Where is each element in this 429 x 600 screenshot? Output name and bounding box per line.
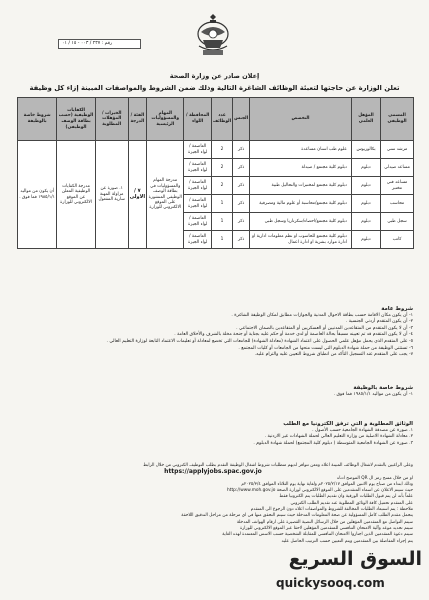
table-header-row bbox=[18, 98, 414, 141]
cell-governorate: العاصمة / لواء الجيزة bbox=[184, 213, 212, 231]
cell-title: كاتب bbox=[381, 231, 414, 249]
watermark-url: quickysooq.com bbox=[276, 576, 385, 590]
announcement-title: إعلان صادر عن وزارة الصحة bbox=[169, 72, 260, 80]
note-line: على المتقدم تحميل كافة الوثائق المطلوبة عند تقديم الطلب الكتروني bbox=[290, 500, 413, 506]
cell-degree: بكالوريوس bbox=[351, 141, 380, 159]
condition-item: ٧- يجب على المتقدم عند التسجيل التأكد من انطباق شروط التعيين عليه والتزام عليه. bbox=[254, 352, 413, 358]
col-header-degree: المؤهل العلمي bbox=[351, 98, 380, 141]
cell-governorate: العاصمة / لواء الجيزة bbox=[184, 195, 212, 213]
documents-heading: الوثائق المطلوبة و التي ترفق الكترونيا مع الطلب bbox=[283, 421, 413, 427]
reference-number: رقم : ٢٣٧ / ٠٠٣ - ١٥ / ٠١ bbox=[58, 39, 141, 49]
cell-specialization: دبلوم كلية مجتمع/احصاء/سكرتاريا وسجل طبي bbox=[250, 213, 352, 231]
cell-title: مرشد سني bbox=[381, 141, 414, 159]
cell-degree: دبلوم bbox=[351, 231, 380, 249]
cell-degree: دبلوم bbox=[351, 213, 380, 231]
notes-section bbox=[13, 463, 413, 545]
cell-special-conditions: أن يكون من مواليد ١٩٨٥/١/١ فما فوق . bbox=[18, 141, 57, 249]
col-header-governorate: المحافظة / اللواء bbox=[184, 98, 212, 141]
document-item: ٣. صورة عن الشهادة الجامعية المتوسطة ( دبلوم كلية المجتمع) لحملة شهادة الدبلوم . bbox=[253, 440, 413, 446]
note-line: يتحمل مقدم الطلب كامل المسؤولية عن صحة المعلومات المدخلة حيث سيتم التحقق منها في اي مرحلة من مراحل التدقيق اللاحقة bbox=[181, 513, 413, 519]
col-header-specialization: التخصص bbox=[250, 98, 352, 141]
cell-specialization: دبلوم كلية مجتمع للحاسوب او نظم معلومات ادارية او ادارة موارد بشرية او ادارة اعمال bbox=[250, 231, 352, 249]
cell-title: مساعد صيدلي bbox=[381, 159, 414, 177]
cell-specialization: علوم طب اسنان مساعدة bbox=[250, 141, 352, 159]
general-conditions-heading: شروط عامة bbox=[381, 306, 413, 312]
cell-governorate: العاصمة / لواء الجيزة bbox=[184, 141, 212, 159]
col-header-special-conditions: شروط خاصة بالوظيفة bbox=[18, 98, 57, 141]
condition-item: ٥- على المتقدم الذي يحمل مؤهل علمي الحصول على اعتماد الشهادة (معادلة الشهادة) للجامعات التي تخضع لمعادلة أو تعليمات الاعتماد التابعة لوزارة التعليم العالي . bbox=[106, 338, 413, 344]
special-condition-item: ١- أن يكون من مواليد ١٩٨٥/١/١ فما فوق . bbox=[333, 391, 413, 397]
col-header-count: عدد الوظائف bbox=[211, 98, 232, 141]
cell-experience: ١. صورة عن مزاولة المهنة سارية المفعول bbox=[95, 141, 128, 249]
note-line: سيتم دعوة المتقدمين الذين اجتازوا الامتحان التنافسي للمقابلة الشخصية حسب الاسس المعتمدة لهذه الغاية bbox=[222, 532, 413, 538]
cell-gender: ذكر bbox=[233, 159, 250, 177]
cell-gender: ذكر bbox=[233, 195, 250, 213]
document-item: ٢. معادلة الشهادة الاصلية من وزارة التعليم العالي لحملة الشهادات غير الاردنية . bbox=[264, 434, 413, 440]
cell-degree: دبلوم bbox=[351, 177, 380, 195]
watermark-arabic-text: السوق السريع bbox=[288, 548, 422, 570]
cell-specialization: دبلوم كلية مجتمع / صيدلة bbox=[250, 159, 352, 177]
condition-item: ٣- أن لا يكون المتقدم من المتقاعدين المدنيين أو العسكريين أو المتقاعدين بالضمان الاجتماعي . bbox=[236, 325, 413, 331]
announcement-subtitle: تعلن الوزارة عن حاجتها لتعبئة الوظائف الشاغرة التالية وذلك ضمن الشروط والمواصفات المبينة إزاء كل وظيفة bbox=[29, 84, 400, 92]
cell-count: 2 bbox=[211, 159, 232, 177]
note-line: يتم إجراء المفاضلة بين المتقدمين ويتم التعيين حسب الترتيب الحاصل عليه bbox=[281, 538, 413, 544]
cell-governorate: العاصمة / لواء الجيزة bbox=[184, 177, 212, 195]
cell-specialization: دبلوم كلية مجتمع لمختبرات والتحاليل طبية bbox=[250, 177, 352, 195]
document-item: ١. صورة عن مصدقة الشهادة الجامعية حسب الأصول . bbox=[312, 427, 413, 433]
cell-count: 1 bbox=[211, 213, 232, 231]
condition-item: ٤- أن لا يكون المتقدم قد تم تعيينه مسبقاً بحالة العاصمة أو لدي خدمة أو حكم عليه بجناية أو جنحة مخلة بالشرف والأخلاق العامة . bbox=[174, 332, 413, 338]
cell-title: مساعد فني مختبر bbox=[381, 177, 414, 195]
cell-governorate: العاصمة / لواء الجيزة bbox=[184, 231, 212, 249]
condition-item: ١- أن يكون مكان الاقامة حسب بطاقة الاحوال المدنية والجوازات مطابق لمكان الوظيفة الشاغرة . bbox=[231, 312, 413, 318]
note-line: او من خلال مسح رمز ال QR الموضح ادناه bbox=[337, 475, 413, 481]
condition-item: ٢- أن يكون المتقدم أردني الجنسية . bbox=[345, 319, 413, 325]
apply-link[interactable]: https://applyjobs.spac.gov.jo bbox=[164, 468, 262, 476]
cell-title: سجل طبي bbox=[381, 213, 414, 231]
cell-competencies: مدرجة الكفايات الوظيفية المعلن عن الموقع الالكتروني للوزارة bbox=[57, 141, 95, 249]
col-header-duties: المهام والمسؤوليات الرئيسية bbox=[147, 98, 184, 141]
cell-degree: دبلوم bbox=[351, 195, 380, 213]
condition-item: ٦- تستثني الوظيفة من حملة شهادة الدبلوم التي ليست منحها من الجامعات أو كليات المجتمع . bbox=[238, 345, 413, 351]
cell-specialization: دبلوم كلية مجتمع/محاسبة أو علوم مالية ومصرفية bbox=[250, 195, 352, 213]
cell-count: 1 bbox=[211, 195, 232, 213]
cell-gender: ذكر bbox=[233, 231, 250, 249]
col-header-competencies: الكفايات الوظيفية (حسب بطاقة الوصف الوظيفي) bbox=[57, 98, 95, 141]
site-watermark bbox=[262, 548, 422, 596]
note-line: ملاحظة : يتم استبعاد الطلبات المخالفة للشروط والمواصفات اعلاه دون الرجوع الى المتقدم bbox=[250, 507, 413, 513]
cell-count: 2 bbox=[211, 141, 232, 159]
note-line: وذلك ابتداء من صباح يوم الاثنين الموافق ٢٠٢٥/٢/١٧م ولغاية نهاية يوم الثلاثاء الموافق ٢٠٢٥/٣/٤م bbox=[241, 481, 413, 487]
cell-count: 1 bbox=[211, 231, 232, 249]
col-header-grade: الفئة / الدرجة bbox=[128, 98, 146, 141]
jobs-table bbox=[17, 97, 414, 249]
jordan-coat-of-arms-logo bbox=[193, 10, 233, 58]
note-line: سيتم تحديد موعد وآلية الامتحان التنافسي للمتقدمين المؤهلين لاحقا عبر الموقع الالكتروني للوزارة bbox=[239, 525, 413, 531]
cell-degree: دبلوم bbox=[351, 159, 380, 177]
general-conditions-section bbox=[13, 306, 413, 359]
col-header-experience: الخبرات / المؤهلات المطلوبة bbox=[95, 98, 128, 141]
col-header-title: المسمى الوظيفي bbox=[381, 98, 414, 141]
col-header-gender: الجنس bbox=[233, 98, 250, 141]
documents-section bbox=[13, 421, 413, 447]
table-row bbox=[18, 141, 414, 159]
cell-duties: مدرجة المهام والمسؤوليات في بطاقة الوصف الوظيفي المنشورة على الموقع الالكتروني للوزارة bbox=[147, 141, 184, 249]
cell-count: 2 bbox=[211, 177, 232, 195]
note-line: حيث سيتم الاعلان عن اسماء المتقدمين على الموقع الالكتروني لوزارة الصحة http://www.moh.gov.jo bbox=[227, 488, 413, 494]
cell-gender: ذكر bbox=[233, 141, 250, 159]
cell-gender: ذكر bbox=[233, 213, 250, 231]
note-line: وعلى الراغبين بالتقدم لاشغال الوظائف المبينة اعلاه ومعن تتوافر لديهم متطلبات شروط اشغال الوظيفة التقدم بطلب التوظيف الكتروني من خلال الرابط bbox=[143, 463, 413, 468]
note-line: سيتم التواصل مع المتقدمين المؤهلين من خلال الرسائل النصية القصيرة على ارقام الهواتف المدخلة bbox=[236, 519, 413, 525]
cell-governorate: العاصمة / لواء الجيزة bbox=[184, 159, 212, 177]
cell-title: محاسب bbox=[381, 195, 414, 213]
cell-grade: ٧ / الاولى bbox=[128, 141, 146, 249]
note-line: علماً بأنه لن يتم قبول الطلبات الورقية وان تقديم الطلبات يتم الكترونيا فقط bbox=[279, 494, 413, 500]
cell-gender: ذكر bbox=[233, 177, 250, 195]
special-conditions-section bbox=[13, 385, 413, 398]
special-conditions-heading: شروط خاصة بالوظيفة bbox=[353, 385, 413, 391]
